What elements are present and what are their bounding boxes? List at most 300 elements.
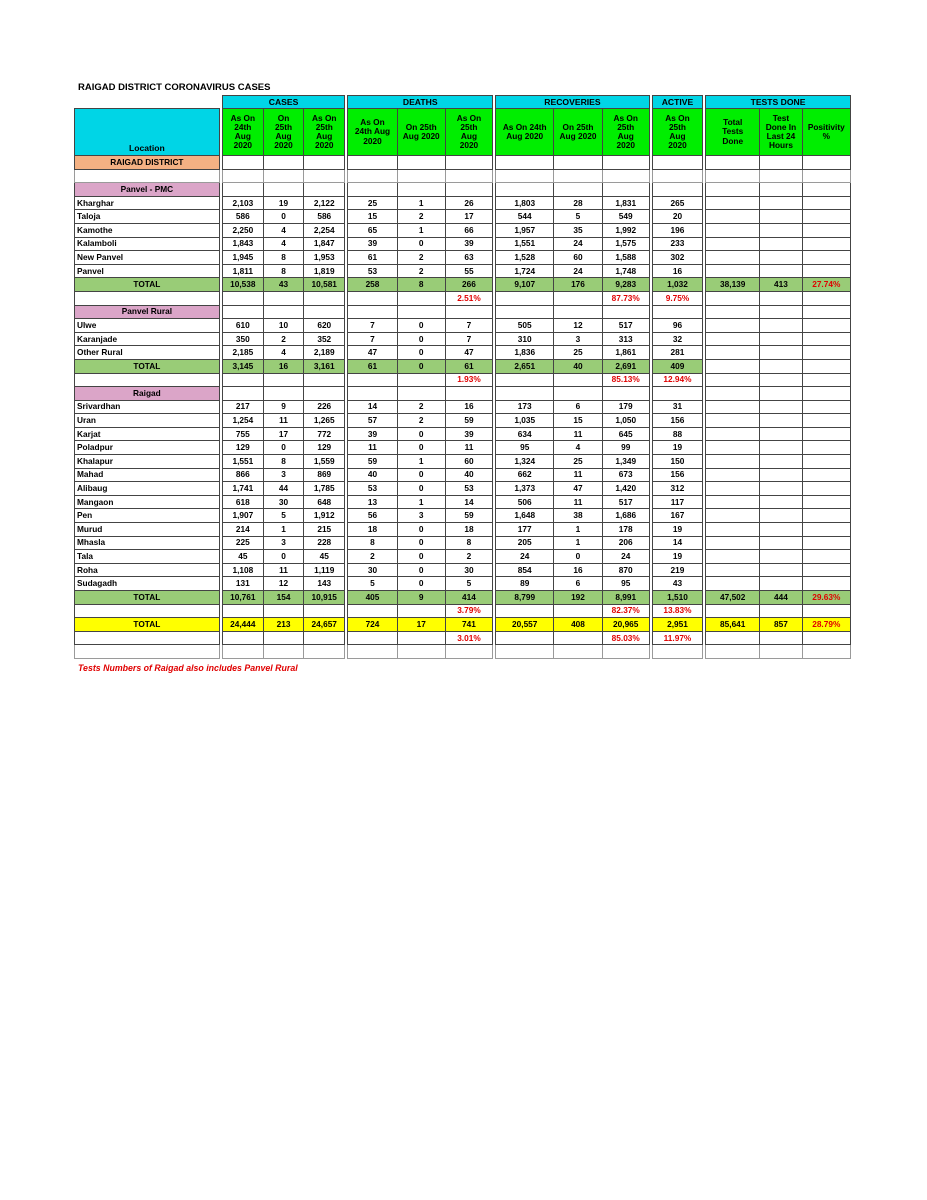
value-cell: 1,349	[602, 455, 649, 469]
value-cell	[706, 346, 760, 360]
value-cell: 866	[222, 468, 263, 482]
value-cell	[602, 645, 649, 659]
header-line: 2020	[459, 140, 479, 151]
value-cell: 35	[554, 223, 602, 237]
value-cell	[554, 373, 602, 387]
value-cell	[802, 183, 850, 197]
header-line: On	[277, 112, 290, 123]
value-cell: 213	[263, 618, 303, 632]
value-cell: 215	[304, 523, 345, 537]
value-cell	[706, 183, 760, 197]
table-row	[75, 468, 851, 482]
value-cell: 26	[445, 196, 492, 210]
value-cell	[263, 156, 303, 170]
value-cell: 506	[496, 495, 554, 509]
value-cell: 3,145	[222, 359, 263, 373]
value-cell: 1,588	[602, 251, 649, 265]
value-cell: 2,122	[304, 196, 345, 210]
value-cell: 1,108	[222, 563, 263, 577]
value-cell	[706, 577, 760, 591]
location-cell	[75, 373, 220, 387]
value-cell	[706, 291, 760, 305]
value-cell: 0	[397, 441, 445, 455]
value-cell: 408	[554, 618, 602, 632]
value-cell: 1,843	[222, 237, 263, 251]
value-cell: 1,836	[496, 346, 554, 360]
value-cell	[706, 427, 760, 441]
value-cell: 1,748	[602, 264, 649, 278]
value-cell: 1	[554, 523, 602, 537]
value-cell: 10,761	[222, 591, 263, 605]
value-cell: 53	[348, 482, 397, 496]
total-row	[75, 278, 851, 292]
value-cell	[760, 210, 802, 224]
value-cell: 1,686	[602, 509, 649, 523]
value-cell: 24,444	[222, 618, 263, 632]
value-cell: 40	[348, 468, 397, 482]
location-cell: TOTAL	[75, 278, 220, 292]
value-cell	[706, 237, 760, 251]
value-cell	[706, 400, 760, 414]
section-row	[75, 387, 851, 401]
value-cell	[348, 291, 397, 305]
value-cell: 266	[445, 278, 492, 292]
location-cell: Murud	[75, 523, 220, 537]
value-cell	[554, 305, 602, 319]
value-cell	[802, 441, 850, 455]
header-line: On 25th	[562, 121, 594, 132]
value-cell	[602, 169, 649, 183]
value-cell: 7	[445, 319, 492, 333]
value-cell: 24	[496, 550, 554, 564]
value-cell: 1,032	[652, 278, 702, 292]
section-row	[75, 305, 851, 319]
value-cell: 45	[222, 550, 263, 564]
location-cell: Srivardhan	[75, 400, 220, 414]
value-cell: 25	[554, 346, 602, 360]
value-cell: 414	[445, 591, 492, 605]
value-cell	[760, 237, 802, 251]
value-cell: 1	[554, 536, 602, 550]
value-cell	[760, 631, 802, 645]
header-line: 2020	[668, 140, 687, 151]
blank-row	[75, 169, 851, 183]
value-cell: 1,912	[304, 509, 345, 523]
section-row	[75, 183, 851, 197]
value-cell: 6	[554, 400, 602, 414]
value-cell: 30	[445, 563, 492, 577]
value-cell: 219	[652, 563, 702, 577]
value-cell	[496, 156, 554, 170]
value-cell: 192	[554, 591, 602, 605]
value-cell	[760, 577, 802, 591]
value-cell	[760, 455, 802, 469]
value-cell: 2.51%	[445, 291, 492, 305]
value-cell: 45	[304, 550, 345, 564]
value-cell	[760, 156, 802, 170]
value-cell	[496, 604, 554, 618]
value-cell	[802, 427, 850, 441]
value-cell	[760, 169, 802, 183]
location-cell: Mangaon	[75, 495, 220, 509]
value-cell	[304, 631, 345, 645]
value-cell	[760, 264, 802, 278]
header-recoveries-current	[602, 109, 649, 156]
value-cell	[706, 387, 760, 401]
cases-table	[74, 95, 851, 659]
value-cell: 14	[652, 536, 702, 550]
value-cell: 5	[554, 210, 602, 224]
header-line: 2020	[274, 140, 293, 151]
value-cell	[706, 359, 760, 373]
header-line: Positivity	[807, 121, 845, 132]
value-cell: 24,657	[304, 618, 345, 632]
value-cell	[652, 169, 702, 183]
value-cell	[263, 291, 303, 305]
value-cell	[706, 223, 760, 237]
value-cell: 226	[304, 400, 345, 414]
value-cell	[802, 482, 850, 496]
value-cell	[554, 387, 602, 401]
value-cell	[222, 387, 263, 401]
value-cell	[706, 550, 760, 564]
header-line: 2020	[315, 140, 334, 151]
value-cell	[554, 291, 602, 305]
value-cell: 96	[652, 319, 702, 333]
value-cell: 2,254	[304, 223, 345, 237]
header-line: As On 24th	[502, 121, 547, 132]
header-line: On 25th	[405, 121, 437, 132]
value-cell	[802, 455, 850, 469]
location-cell: Karjat	[75, 427, 220, 441]
header-recoveries-new	[554, 109, 602, 156]
value-cell	[397, 387, 445, 401]
value-cell: 56	[348, 509, 397, 523]
value-cell	[706, 523, 760, 537]
location-cell: Pen	[75, 509, 220, 523]
value-cell: 20	[652, 210, 702, 224]
value-cell	[802, 536, 850, 550]
value-cell: 444	[760, 591, 802, 605]
value-cell: 12	[263, 577, 303, 591]
value-cell	[760, 536, 802, 550]
location-cell: Mahad	[75, 468, 220, 482]
value-cell: 59	[445, 414, 492, 428]
value-cell: 1.93%	[445, 373, 492, 387]
value-cell: 17	[445, 210, 492, 224]
value-cell: 1,992	[602, 223, 649, 237]
value-cell	[760, 251, 802, 265]
value-cell: 281	[652, 346, 702, 360]
header-line: Aug	[316, 131, 333, 141]
value-cell	[706, 563, 760, 577]
table-row	[75, 550, 851, 564]
location-cell	[75, 645, 220, 659]
value-cell: 5	[263, 509, 303, 523]
value-cell: 0	[263, 210, 303, 224]
value-cell: 0	[263, 550, 303, 564]
value-cell: 1,254	[222, 414, 263, 428]
value-cell: 772	[304, 427, 345, 441]
value-cell	[760, 414, 802, 428]
value-cell: 43	[263, 278, 303, 292]
value-cell: 65	[348, 223, 397, 237]
value-cell	[760, 373, 802, 387]
value-cell: 28	[554, 196, 602, 210]
value-cell: 8	[263, 455, 303, 469]
pct-row	[75, 631, 851, 645]
value-cell: 1,373	[496, 482, 554, 496]
value-cell	[263, 645, 303, 659]
value-cell	[652, 645, 702, 659]
value-cell: 85,641	[706, 618, 760, 632]
value-cell: 586	[304, 210, 345, 224]
value-cell	[802, 577, 850, 591]
value-cell: 2	[445, 550, 492, 564]
header-line: Tests	[722, 126, 744, 137]
value-cell: 517	[602, 319, 649, 333]
header-line: Hours	[768, 140, 793, 151]
header-location	[75, 109, 220, 156]
value-cell: 40	[554, 359, 602, 373]
value-cell	[802, 495, 850, 509]
value-cell: 618	[222, 495, 263, 509]
value-cell	[706, 414, 760, 428]
value-cell	[760, 400, 802, 414]
value-cell	[397, 305, 445, 319]
value-cell: 1,741	[222, 482, 263, 496]
value-cell: 2	[397, 210, 445, 224]
value-cell: 15	[554, 414, 602, 428]
value-cell	[706, 264, 760, 278]
value-cell: 85.13%	[602, 373, 649, 387]
value-cell: 27.74%	[802, 278, 850, 292]
value-cell: 620	[304, 319, 345, 333]
header-line: As On	[665, 112, 690, 123]
value-cell: 61	[348, 359, 397, 373]
value-cell: 8	[263, 251, 303, 265]
value-cell	[304, 183, 345, 197]
value-cell: 1,803	[496, 196, 554, 210]
value-cell: 1,559	[304, 455, 345, 469]
location-cell: Uran	[75, 414, 220, 428]
value-cell	[760, 523, 802, 537]
table-row	[75, 482, 851, 496]
column-header-row	[75, 109, 851, 156]
value-cell: 156	[652, 468, 702, 482]
value-cell	[802, 604, 850, 618]
value-cell: 265	[652, 196, 702, 210]
value-cell	[760, 495, 802, 509]
location-cell: Panvel Rural	[75, 305, 220, 319]
value-cell: 205	[496, 536, 554, 550]
value-cell	[652, 156, 702, 170]
value-cell	[802, 332, 850, 346]
table-row	[75, 223, 851, 237]
value-cell: 39	[445, 237, 492, 251]
location-cell	[75, 169, 220, 183]
value-cell	[263, 305, 303, 319]
location-cell: Raigad	[75, 387, 220, 401]
value-cell	[445, 645, 492, 659]
location-cell	[75, 631, 220, 645]
district-row	[75, 156, 851, 170]
value-cell	[397, 604, 445, 618]
value-cell	[706, 536, 760, 550]
value-cell	[760, 482, 802, 496]
value-cell: 25	[554, 455, 602, 469]
group-deaths: DEATHS	[348, 96, 493, 109]
value-cell	[222, 604, 263, 618]
value-cell	[802, 550, 850, 564]
header-line: As On	[360, 117, 385, 128]
location-cell: Panvel	[75, 264, 220, 278]
table-row	[75, 332, 851, 346]
group-tests: TESTS DONE	[706, 96, 851, 109]
header-line: 2020	[363, 135, 382, 146]
value-cell	[652, 183, 702, 197]
value-cell: 3.01%	[445, 631, 492, 645]
value-cell: 648	[304, 495, 345, 509]
value-cell: 724	[348, 618, 397, 632]
value-cell: 313	[602, 332, 649, 346]
value-cell: 10,581	[304, 278, 345, 292]
header-total-tests	[706, 109, 760, 156]
location-cell: RAIGAD DISTRICT	[75, 156, 220, 170]
header-line: 25th	[668, 121, 686, 132]
value-cell: 1	[397, 196, 445, 210]
table-row	[75, 414, 851, 428]
value-cell: 131	[222, 577, 263, 591]
value-cell: 0	[397, 563, 445, 577]
header-line: Location	[128, 142, 165, 153]
value-cell: 233	[652, 237, 702, 251]
location-cell	[75, 604, 220, 618]
group-active: ACTIVE	[652, 96, 702, 109]
location-cell: TOTAL	[75, 618, 220, 632]
location-cell: TOTAL	[75, 591, 220, 605]
value-cell: 0	[397, 550, 445, 564]
value-cell: 3	[397, 509, 445, 523]
header-line: 24th	[234, 121, 252, 132]
value-cell: 214	[222, 523, 263, 537]
value-cell: 47	[348, 346, 397, 360]
value-cell: 1,510	[652, 591, 702, 605]
header-line: As On	[230, 112, 256, 123]
value-cell: 12.94%	[652, 373, 702, 387]
value-cell: 586	[222, 210, 263, 224]
value-cell: 2	[397, 414, 445, 428]
value-cell	[760, 427, 802, 441]
value-cell	[445, 156, 492, 170]
value-cell	[263, 373, 303, 387]
value-cell: 63	[445, 251, 492, 265]
value-cell: 405	[348, 591, 397, 605]
value-cell	[760, 509, 802, 523]
value-cell	[348, 305, 397, 319]
value-cell: 11	[348, 441, 397, 455]
value-cell	[222, 645, 263, 659]
value-cell	[706, 468, 760, 482]
value-cell: 61	[445, 359, 492, 373]
value-cell: 0	[397, 523, 445, 537]
value-cell: 59	[445, 509, 492, 523]
table-row	[75, 495, 851, 509]
header-line: Aug 2020	[402, 131, 440, 141]
location-cell: Sudagadh	[75, 577, 220, 591]
value-cell: 11	[445, 441, 492, 455]
value-cell: 38	[554, 509, 602, 523]
value-cell: 0	[397, 359, 445, 373]
value-cell: 2,103	[222, 196, 263, 210]
value-cell: 53	[348, 264, 397, 278]
value-cell: 60	[554, 251, 602, 265]
header-line: 25th	[617, 121, 635, 132]
value-cell: 13.83%	[652, 604, 702, 618]
value-cell: 47,502	[706, 591, 760, 605]
value-cell: 505	[496, 319, 554, 333]
value-cell	[397, 631, 445, 645]
value-cell	[706, 455, 760, 469]
value-cell: 60	[445, 455, 492, 469]
value-cell: 517	[602, 495, 649, 509]
value-cell: 154	[263, 591, 303, 605]
value-cell	[554, 156, 602, 170]
value-cell: 173	[496, 400, 554, 414]
value-cell	[802, 468, 850, 482]
value-cell: 167	[652, 509, 702, 523]
value-cell: 228	[304, 536, 345, 550]
value-cell: 95	[602, 577, 649, 591]
value-cell: 8	[397, 278, 445, 292]
value-cell: 2,651	[496, 359, 554, 373]
header-line: Total	[723, 117, 743, 128]
value-cell	[263, 631, 303, 645]
value-cell: 0	[397, 482, 445, 496]
location-cell: Kalamboli	[75, 237, 220, 251]
location-cell: Karanjade	[75, 332, 220, 346]
value-cell: 1,953	[304, 251, 345, 265]
value-cell: 1,119	[304, 563, 345, 577]
value-cell: 8	[445, 536, 492, 550]
value-cell: 350	[222, 332, 263, 346]
value-cell	[397, 645, 445, 659]
value-cell: 6	[554, 577, 602, 591]
value-cell: 82.37%	[602, 604, 649, 618]
value-cell: 39	[445, 427, 492, 441]
value-cell: 17	[397, 618, 445, 632]
value-cell: 1,575	[602, 237, 649, 251]
value-cell	[348, 373, 397, 387]
value-cell	[652, 305, 702, 319]
value-cell: 32	[652, 332, 702, 346]
value-cell: 3,161	[304, 359, 345, 373]
header-line: 25th	[275, 121, 293, 132]
value-cell	[802, 251, 850, 265]
value-cell: 1,528	[496, 251, 554, 265]
value-cell: 645	[602, 427, 649, 441]
header-line: As On	[312, 112, 337, 123]
value-cell: 8	[263, 264, 303, 278]
grand-row	[75, 618, 851, 632]
value-cell	[304, 291, 345, 305]
value-cell	[802, 387, 850, 401]
table-row	[75, 346, 851, 360]
header-deaths-new	[397, 109, 445, 156]
value-cell: 95	[496, 441, 554, 455]
value-cell	[304, 387, 345, 401]
value-cell	[802, 359, 850, 373]
